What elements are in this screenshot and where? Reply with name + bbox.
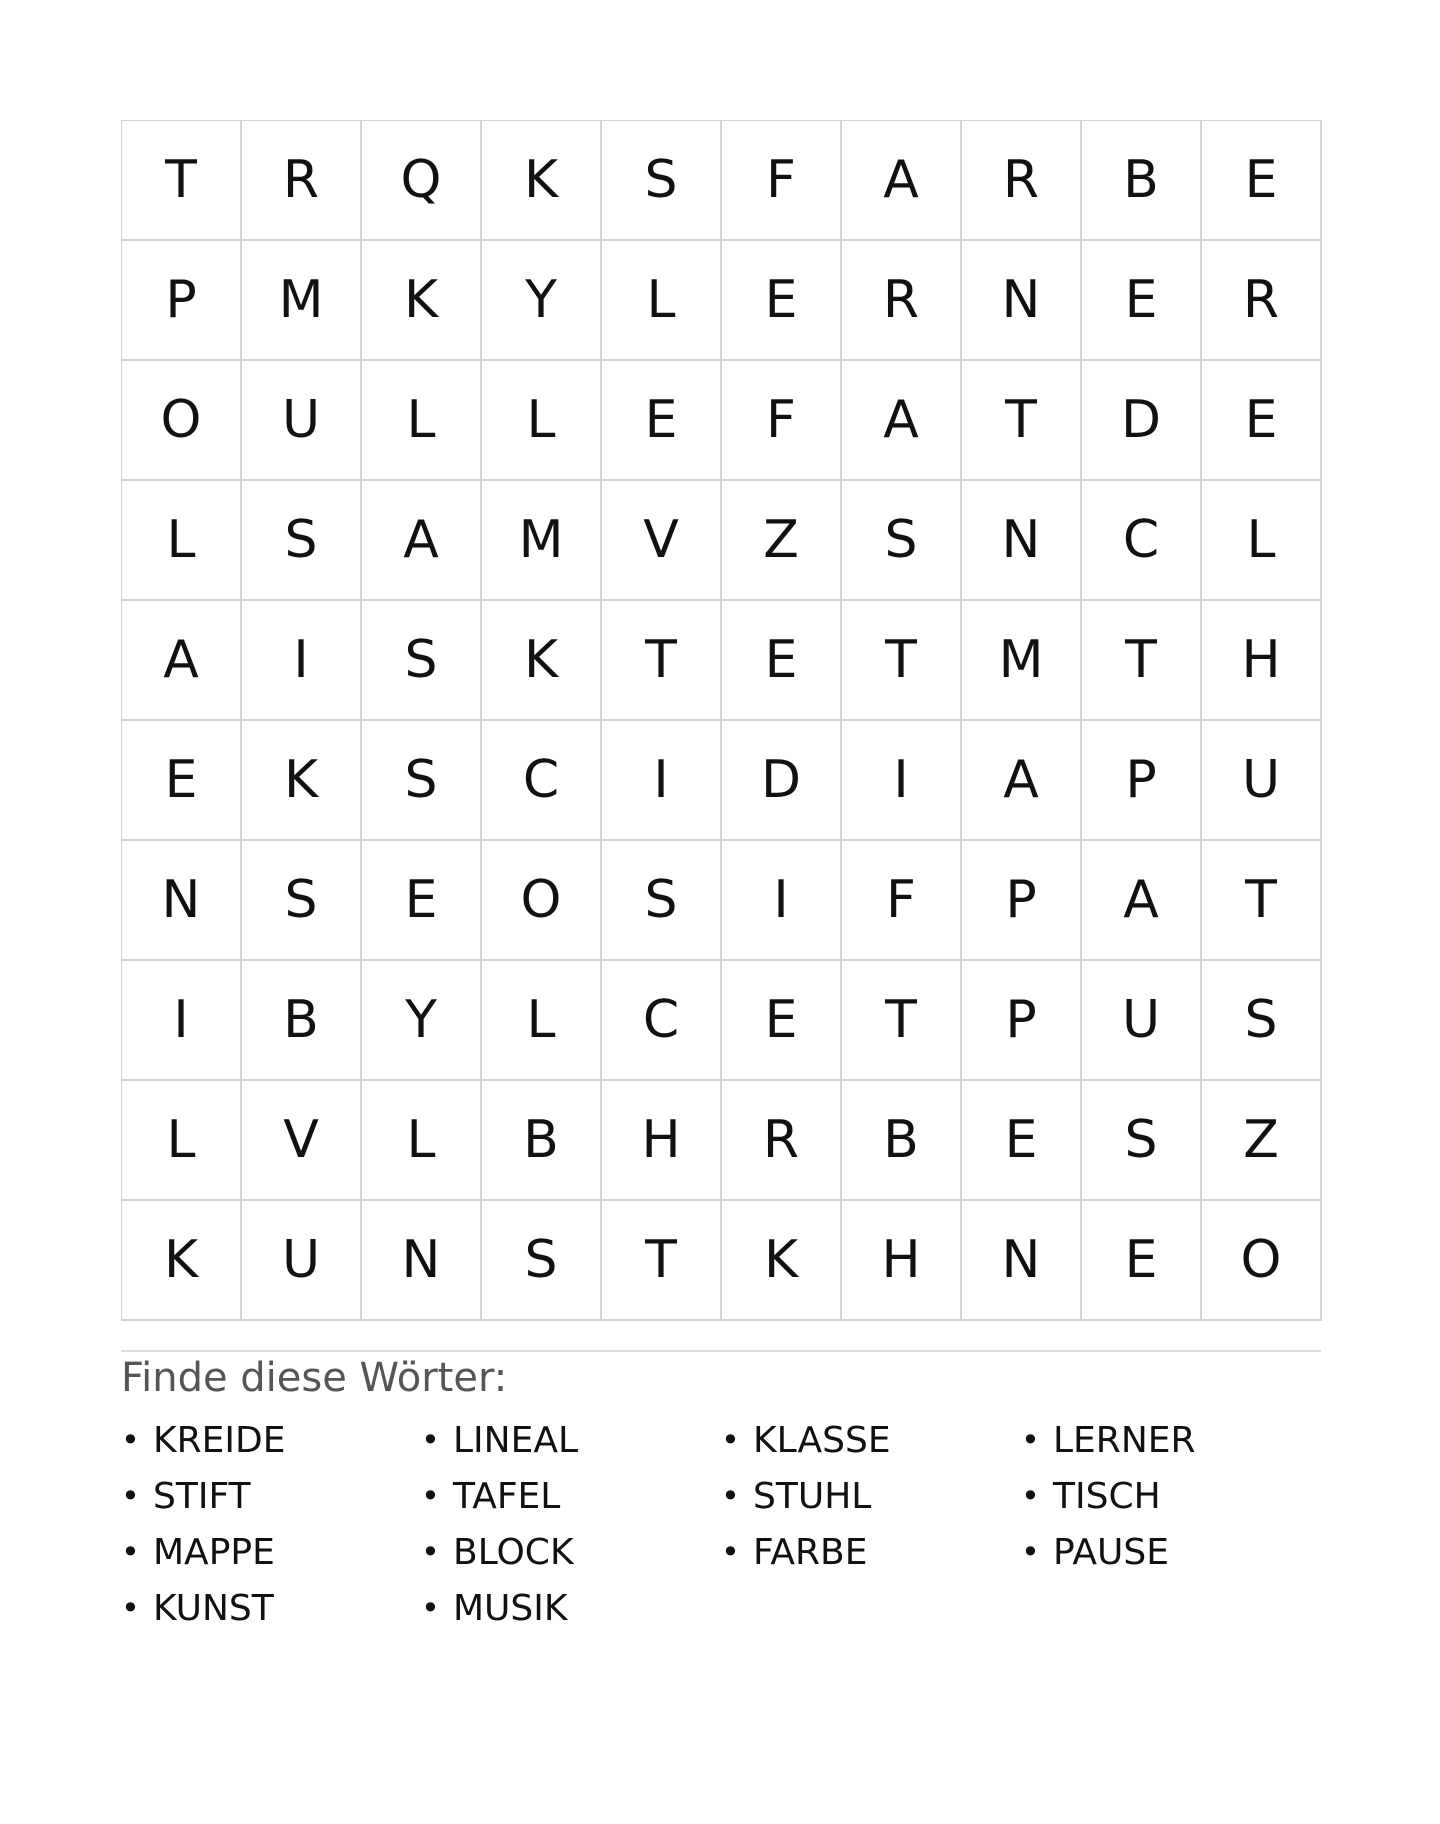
bullet-icon: •	[1021, 1421, 1040, 1459]
grid-cell[interactable]: L	[362, 1081, 482, 1201]
grid-cell[interactable]: S	[1082, 1081, 1202, 1201]
grid-cell[interactable]: S	[1202, 961, 1322, 1081]
word-item	[121, 1524, 421, 1580]
grid-cell[interactable]: K	[242, 721, 362, 841]
grid-cell[interactable]: T	[122, 121, 242, 241]
grid-cell[interactable]: E	[1202, 121, 1322, 241]
word-label: BLOCK	[453, 1531, 574, 1573]
word-label: MAPPE	[153, 1531, 275, 1573]
grid-cell[interactable]: A	[842, 121, 962, 241]
grid-cell[interactable]: L	[122, 481, 242, 601]
grid-cell[interactable]: A	[122, 601, 242, 721]
grid-cell[interactable]: Q	[362, 121, 482, 241]
grid-cell[interactable]: H	[602, 1081, 722, 1201]
bullet-icon: •	[421, 1589, 440, 1627]
grid-cell[interactable]: L	[362, 361, 482, 481]
grid-cell[interactable]: P	[1082, 721, 1202, 841]
grid-cell[interactable]: A	[962, 721, 1082, 841]
bullet-icon: •	[1021, 1477, 1040, 1515]
grid-cell[interactable]: E	[722, 961, 842, 1081]
grid-cell[interactable]: D	[1082, 361, 1202, 481]
word-label: STIFT	[153, 1475, 251, 1517]
grid-cell[interactable]: Z	[1202, 1081, 1322, 1201]
bullet-icon: •	[121, 1421, 140, 1459]
grid-cell[interactable]: H	[842, 1201, 962, 1321]
bullet-icon: •	[121, 1477, 140, 1515]
grid-cell[interactable]: D	[722, 721, 842, 841]
grid-cell[interactable]: N	[962, 1201, 1082, 1321]
grid-cell[interactable]: T	[1202, 841, 1322, 961]
bullet-icon: •	[121, 1589, 140, 1627]
grid-cell[interactable]: N	[122, 841, 242, 961]
grid-cell[interactable]: L	[482, 961, 602, 1081]
word-item	[121, 1468, 421, 1524]
grid-cell[interactable]: M	[242, 241, 362, 361]
word-item	[121, 1412, 421, 1468]
word-list	[121, 1412, 1321, 1636]
grid-cell[interactable]: T	[1082, 601, 1202, 721]
grid-cell[interactable]: S	[602, 841, 722, 961]
grid-cell[interactable]: P	[122, 241, 242, 361]
grid-cell[interactable]: E	[722, 601, 842, 721]
word-label: FARBE	[753, 1531, 868, 1573]
grid-cell[interactable]: A	[842, 361, 962, 481]
divider	[121, 1350, 1321, 1352]
bullet-icon: •	[421, 1477, 440, 1515]
grid-cell[interactable]: S	[242, 481, 362, 601]
grid-cell[interactable]: E	[1202, 361, 1322, 481]
word-item	[421, 1580, 721, 1636]
grid-cell[interactable]: C	[602, 961, 722, 1081]
grid-cell[interactable]: S	[362, 721, 482, 841]
grid-cell[interactable]: S	[242, 841, 362, 961]
grid-cell[interactable]: R	[722, 1081, 842, 1201]
grid-cell[interactable]: K	[362, 241, 482, 361]
grid-cell[interactable]: A	[1082, 841, 1202, 961]
bullet-icon: •	[421, 1533, 440, 1571]
grid-cell[interactable]: T	[602, 1201, 722, 1321]
grid-cell[interactable]: R	[842, 241, 962, 361]
grid-cell[interactable]: L	[1202, 481, 1322, 601]
word-label: KUNST	[153, 1587, 274, 1629]
word-item	[421, 1524, 721, 1580]
grid-cell[interactable]: R	[962, 121, 1082, 241]
grid-cell[interactable]: H	[1202, 601, 1322, 721]
grid-cell[interactable]: Y	[362, 961, 482, 1081]
grid-cell[interactable]: I	[842, 721, 962, 841]
grid-cell[interactable]: F	[842, 841, 962, 961]
grid-cell[interactable]: V	[602, 481, 722, 601]
grid-cell[interactable]: T	[602, 601, 722, 721]
word-label: KREIDE	[153, 1419, 286, 1461]
word-label: KLASSE	[753, 1419, 891, 1461]
word-item	[1021, 1412, 1321, 1468]
grid-cell[interactable]: F	[722, 361, 842, 481]
word-label: TISCH	[1053, 1475, 1161, 1517]
grid-cell[interactable]: R	[242, 121, 362, 241]
grid-cell[interactable]: A	[362, 481, 482, 601]
grid-cell[interactable]: K	[122, 1201, 242, 1321]
grid-cell[interactable]: T	[842, 961, 962, 1081]
word-item	[1021, 1468, 1321, 1524]
grid-cell[interactable]: K	[482, 121, 602, 241]
grid-cell[interactable]: T	[962, 361, 1082, 481]
grid-cell[interactable]: L	[482, 361, 602, 481]
grid-cell[interactable]: L	[602, 241, 722, 361]
word-list-title: Finde diese Wörter:	[121, 1355, 508, 1401]
grid-cell[interactable]: I	[722, 841, 842, 961]
grid-cell[interactable]: V	[242, 1081, 362, 1201]
grid-cell[interactable]: E	[1082, 241, 1202, 361]
grid-cell[interactable]: S	[482, 1201, 602, 1321]
word-label: LINEAL	[453, 1419, 579, 1461]
grid-cell[interactable]: O	[482, 841, 602, 961]
bullet-icon: •	[421, 1421, 440, 1459]
grid-cell[interactable]: I	[122, 961, 242, 1081]
grid-cell[interactable]: K	[722, 1201, 842, 1321]
grid-cell[interactable]: E	[122, 721, 242, 841]
grid-cell[interactable]: M	[482, 481, 602, 601]
grid-cell[interactable]: S	[842, 481, 962, 601]
bullet-icon: •	[721, 1421, 740, 1459]
bullet-icon: •	[721, 1533, 740, 1571]
grid-cell[interactable]: R	[1202, 241, 1322, 361]
word-label: TAFEL	[453, 1475, 561, 1517]
grid-cell[interactable]: P	[962, 841, 1082, 961]
word-item	[721, 1412, 1021, 1468]
grid-cell[interactable]: B	[482, 1081, 602, 1201]
grid-cell[interactable]: S	[602, 121, 722, 241]
grid-cell[interactable]: B	[842, 1081, 962, 1201]
letter-grid	[121, 120, 1322, 1321]
grid-cell[interactable]: N	[362, 1201, 482, 1321]
grid-cell[interactable]: E	[722, 241, 842, 361]
grid-cell[interactable]: U	[242, 361, 362, 481]
grid-cell[interactable]: E	[962, 1081, 1082, 1201]
grid-cell[interactable]: M	[962, 601, 1082, 721]
bullet-icon: •	[721, 1477, 740, 1515]
grid-cell[interactable]: F	[722, 121, 842, 241]
grid-cell[interactable]: E	[602, 361, 722, 481]
word-label: STUHL	[753, 1475, 872, 1517]
bullet-icon: •	[121, 1533, 140, 1571]
grid-cell[interactable]: I	[242, 601, 362, 721]
grid-cell[interactable]: U	[1082, 961, 1202, 1081]
grid-cell[interactable]: B	[1082, 121, 1202, 241]
grid-cell[interactable]: U	[242, 1201, 362, 1321]
grid-cell[interactable]: L	[122, 1081, 242, 1201]
grid-cell[interactable]: U	[1202, 721, 1322, 841]
grid-cell[interactable]: E	[362, 841, 482, 961]
word-label: LERNER	[1053, 1419, 1196, 1461]
grid-cell[interactable]: I	[602, 721, 722, 841]
grid-cell[interactable]: P	[962, 961, 1082, 1081]
word-item	[1021, 1524, 1321, 1580]
word-label: PAUSE	[1053, 1531, 1169, 1573]
grid-cell[interactable]: O	[122, 361, 242, 481]
word-item	[721, 1524, 1021, 1580]
bullet-icon: •	[1021, 1533, 1040, 1571]
word-item	[421, 1412, 721, 1468]
grid-cell[interactable]: K	[482, 601, 602, 721]
word-item	[121, 1580, 421, 1636]
grid-cell[interactable]: S	[362, 601, 482, 721]
grid-cell[interactable]: O	[1202, 1201, 1322, 1321]
grid-cell[interactable]: N	[962, 481, 1082, 601]
grid-cell[interactable]: T	[842, 601, 962, 721]
grid-cell[interactable]: C	[1082, 481, 1202, 601]
grid-cell[interactable]: B	[242, 961, 362, 1081]
grid-cell[interactable]: Z	[722, 481, 842, 601]
grid-cell[interactable]: E	[1082, 1201, 1202, 1321]
grid-cell[interactable]: C	[482, 721, 602, 841]
word-item	[421, 1468, 721, 1524]
grid-cell[interactable]: Y	[482, 241, 602, 361]
word-label: MUSIK	[453, 1587, 568, 1629]
word-item	[721, 1468, 1021, 1524]
grid-cell[interactable]: N	[962, 241, 1082, 361]
